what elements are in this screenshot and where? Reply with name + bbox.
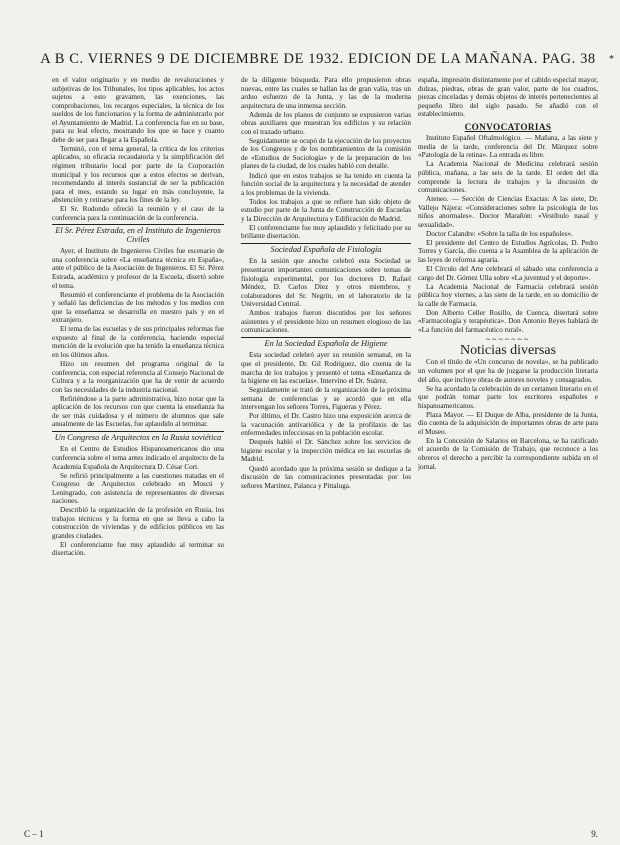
- article-paragraph: Quedó acordado que la próxima sesión se dedique a la discusión de las comunicaciones presentadas por los señores Martínez, Palanca y Pittaluga.: [241, 464, 411, 490]
- article-paragraph: En la Concesión de Salarios en Barcelona, se ha ratificado el acuerdo de la Comisión de Trabajo, que reconoce a los obreros el derecho a percibir la correspondiente subida en el jornal.: [418, 436, 598, 471]
- article-paragraph: españa, impresión distintamente por el cabido especial mayor, dulzas, piedras, obras de gran valor, parte de los cuadros, piezas cinceladas y demás objetos de interés pertenecientes al pequeño libro del siglo pasado. Se añadió con el establecimiento.: [418, 76, 598, 119]
- article-paragraph: El Sr. Rodondo ofreció la reunión y el caso de la conferencia para la continuación de la conferencia.: [52, 205, 224, 222]
- article-paragraph: Don Alberto Celler Rosillo, de Cuenca, disertará sobre «Farmacología y terapéutica». Don Antonio Reyes hablará de «La función del farmacéutico rural».: [418, 308, 598, 334]
- article-paragraph: En el Centro de Estudios Hispanoamericanos dio una conferencia sobre el tema antes indicado el arquitecto de la Academia Española de Arquitectura D. César Cort.: [52, 445, 224, 471]
- article-paragraph: Se refirió principalmente a las cuestiones tratadas en el Congreso de Arquitectos celebrado en Moscú y Leningrado, con asistencia de representantes de diversas naciones.: [52, 471, 224, 506]
- article-paragraph: La Academia Nacional de Medicina celebrará sesión pública, mañana, a las seis de la tarde. El orden del día comprende la lectura de trabajos y la discusión de comunicaciones.: [418, 160, 598, 195]
- article-paragraph: En la sesión que anoche celebró esta Sociedad se presentaron importantes comunicaciones sobre temas de fisiología experimental, por los doctores D. Rafael Méndez, D. Carlos Díez y otros miembros, y colaboradores del Sr. Negrín, en el laboratorio de la Universidad Central.: [241, 257, 411, 309]
- article-paragraph: Instituto Español Oftalmológico. — Mañana, a las siete y media de la tarde, conferencia del Dr. Márquez sobre «Patología de la retina». La entrada es libre.: [418, 134, 598, 160]
- article-paragraph: El tema de las escuelas y de sus principales reformas fue expuesto al final de la conferencia, haciendo especial mención de la evolución que ha tenido la enseñanza técnica en los últimos años.: [52, 325, 224, 359]
- article-paragraph: Además de los planos de conjunto se expusieron varias obras auxiliares que muestran los edificios y su relación con el trazado urbano.: [241, 110, 411, 136]
- section-heading-fisiologia: Sociedad Española de Fisiología: [241, 243, 411, 255]
- article-paragraph: Doctor Calandre: «Sobre la talla de los españoles».: [426, 229, 573, 238]
- article-paragraph: en el valor originario y en medio de revaloraciones y subjetivas de los Tribunales, los tipos aplicables, los actos sujetos a esto gravamen, las exenciones, las comprobaciones, los recargos especiales, la técnica de los sueldos de los funcionarios y la forma de administrarlo por el Ayuntamiento de Madrid. La conferencia fue en su base, para su leal efecto, mostrando los que se hace y cuanto debe de ser para llegar a la Española.: [52, 76, 224, 144]
- article-paragraph: Por último, el Dr. Castro hizo una exposición acerca de la vacunación antivariólica y de la profilaxis de las enfermedades infecciosas en la población escolar.: [241, 412, 411, 438]
- section-heading-ingenieros: El Sr. Pérez Estrada, en el Instituto de Ingenieros Civiles: [52, 224, 224, 244]
- article-paragraph: Indicó que en estos trabajos se ha tenido en cuenta la función social de la arquitectura y la necesidad de atender a los problemas de la vivienda.: [241, 171, 411, 197]
- article-paragraph: Después habló el Dr. Sánchez sobre los servicios de higiene escolar y la inspección médica en las escuelas de Madrid.: [241, 438, 411, 464]
- article-paragraph: Describió la organización de la profesión en Rusia, los trabajos técnicos y la forma en que se lleva a cabo la construcción de viviendas y de edificios públicos en las grandes ciudades.: [52, 506, 224, 540]
- footer-left-mark: C – 1: [24, 829, 44, 839]
- article-paragraph: Terminó, con el tema general, la crítica de los criterios aplicados, su eficacia recaudatoria y la simplificación del régimen tributario local por parte de la Corporación municipal y los recursos que a estos efectos se derivan, recomendando al interés sustancial de ser la publicación para el mes, estando su lugar en más concluyente, la abstención y retirarse para los fines de la ley.: [52, 144, 224, 205]
- article-paragraph: El presidente del Centro de Estudios Agrícolas, D. Pedro Torres y García, dio cuenta a la Asamblea de la aplicación de las leyes de reforma agraria.: [418, 238, 598, 264]
- article-paragraph: de la diligente búsqueda. Para ello propusieron obras nuevas, entre las cuales se hallan las de gran valía, tras un arduo esfuerzo de la Junta, y las de la moderna arquitectura de una inmensa sección.: [241, 76, 411, 110]
- article-paragraph: Seguidamente se ocupó de la ejecución de los proyectos de los Congresos y de los nombramientos de la comisión de «Estudios de Sociología» y de la preparación de los planes de la ciudad, de los cuales habló con detalle.: [241, 136, 411, 171]
- corner-mark: *: [609, 54, 614, 65]
- footer-right-mark: 9.: [591, 829, 598, 839]
- ornament-divider: ~~~~~~~: [485, 335, 531, 345]
- article-paragraph: Se ha acordado la celebración de un certamen literario en el que podrán tomar parte los escritores españoles e hispanoamericanos.: [418, 384, 598, 410]
- article-paragraph: Seguidamente se trató de la organización de la próxima semana de conferencias y se acordó que en ella intervengan los señores Torres, Figueras y Pérez.: [241, 386, 411, 412]
- article-paragraph: Hizo un resumen del programa original de la conferencia, con especial referencia al Consejo Nacional de Cultura y a la reorganización que ha de venir de acuerdo con las necesidades de la industria nacional.: [52, 360, 224, 394]
- article-paragraph: La Academia Nacional de Farmacia celebrará sesión pública hoy viernes, a las siete de la tarde, en su domicilio de la calle de Farmacia.: [418, 282, 598, 308]
- section-heading-higiene: En la Sociedad Española de Higiene: [241, 337, 411, 349]
- section-heading-arquitectos: Un Congreso de Arquitectos en la Rusia soviética: [52, 431, 224, 443]
- column-1: [52, 76, 224, 823]
- noticias-heading: Noticias diversas: [459, 342, 557, 358]
- article-paragraph: El conferenciante fue muy aplaudido al terminar su disertación.: [52, 540, 224, 558]
- article-paragraph: El conferenciante fue muy aplaudido y felicitado por su brillante disertación.: [241, 223, 411, 241]
- article-paragraph: Ayer, el Instituto de Ingenieros Civiles fue escenario de una conferencia sobre «La enseñanza técnica en España», ante el público de la Asociación de Ingenieros. El Sr. Pérez Estrada, académico y profesor de la Escuela, disertó sobre el tema.: [52, 247, 224, 290]
- column-2: [241, 76, 411, 823]
- article-paragraph: Todos los trabajos a que se refiere han sido objeto de estudio por parte de la Junta de Construcción de Escuelas y la Dirección de Arquitectura y Edificación de Madrid.: [241, 197, 411, 223]
- article-paragraph: Ambos trabajos fueron discutidos por los señores asistentes y el presidente hizo un resumen elogioso de las comunicaciones.: [241, 309, 411, 335]
- article-paragraph: Esta sociedad celebró ayer su reunión semanal, en la que el presidente, Dr. Gil Rodríguez, dio cuenta de la marcha de los trabajos y presentó el tema «Enseñanza de la higiene en las escuelas». Intervino el Dr. Suárez.: [241, 351, 411, 386]
- convocatorias-heading: CONVOCATORIAS: [464, 121, 552, 132]
- article-paragraph: Ateneo. — Sección de Ciencias Exactas: A las siete, Dr. Vallejo Nájera: «Consideraciones sobre la psicología de los niños anormales». Doctor Marañón: «Vestíbulo nasal y sexualidad».: [418, 195, 598, 229]
- article-paragraph: Refiriéndose a la parte administrativa, hizo notar que la aplicación de los recursos con que cuenta la enseñanza ha de ser más cuidadosa y el número de alumnos que sale anualmente de las Escuelas, fue aplaudido al terminar.: [52, 394, 224, 429]
- article-paragraph: El Círculo del Arte celebrará el sábado una conferencia a cargo del Dr. Gómez Ulla sobre «La juventud y el deporte».: [418, 264, 598, 282]
- column-3: [418, 76, 598, 823]
- article-paragraph: Con el título de «Un concurso de novela», se ha publicado un volumen por el que ha de juzgarse la producción literaria del año, que incluye obras de autores noveles y consagrados.: [418, 358, 598, 384]
- article-paragraph: Plaza Mayor. — El Duque de Alba, presidente de la Junta, dio cuenta de la adquisición de importantes obras de arte para el Museo.: [418, 410, 598, 436]
- article-paragraph: Resumió el conferenciante el problema de la Asociación y señaló las deficiencias de los métodos y los medios con que la enseñanza se desarrolla en nuestro país y en el extranjero.: [52, 290, 224, 325]
- page-header: A B C. VIERNES 9 DE DICIEMBRE DE 1932. EDICION DE LA MAÑANA. PAG. 38: [40, 51, 596, 67]
